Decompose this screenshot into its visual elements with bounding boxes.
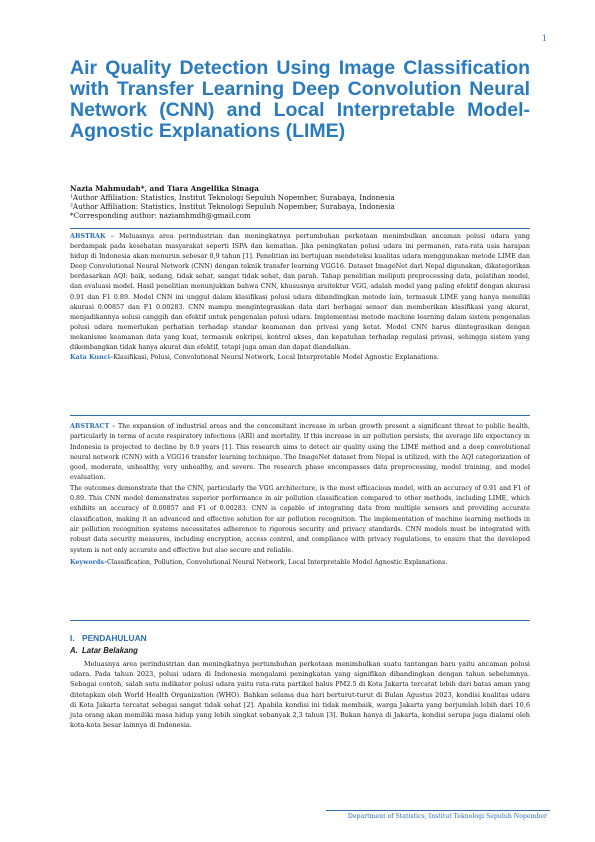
abstract-label: ABSTRACT – — [70, 423, 116, 430]
abstrak-top-rule — [70, 228, 530, 229]
footer-text: Department of Statistics, Institut Teknologi Sepuluh Nopember — [347, 813, 547, 820]
keywords-text: Classification, Pollution, Convolutional Neural Network, Local Interpretable Model Agnostic Explanations. — [107, 558, 448, 566]
intro-paragraph: Meluasnya area perindustrian dan meningkatnya pertumbuhan perkotaan menimbulkan suatu tantangan baru yaitu ancaman polusi udara. Pada tahun 2023, polusi udara di Indonesia mengalami peningkatan yang signifikan dibandingkan dengan tahun sebelumnya. Sebagai contoh, salah satu indikator polusi udara yaitu rata-rata partikel halus PM2.5 di Kota Jakarta tercatat lebih dari batas aman yang ditetapkan oleh World Health Organization (WHO). Bahkan selama dua hari berturut-turut di Bulan Agustus 2023, kondisi kualitas udara di Kota Jakarta tercatat sebagai sangat tidak sehat [2]. Apabila kondisi ini tidak membaik, warga Jakarta yang berjumlah lebih dari 10,6 juta orang akan memiliki masa hidup yang lebih singkat sebanyak 2,3 tahun [3]. Bukan hanya di Jakarta, kondisi serupa juga dialami oleh kota-kota besar lainnya di Indonesia. — [70, 660, 530, 730]
kata-kunci-label: Kata Kunci– — [70, 353, 114, 362]
subsection-heading — [70, 646, 530, 655]
author-names: Nazia Mahmudah*, and Tiara Angellika Sinaga — [70, 184, 259, 193]
keywords-line — [70, 558, 530, 568]
abstract-paragraph — [70, 422, 530, 484]
abstract-section — [70, 422, 530, 568]
abstract-text: The expansion of industrial areas and the concomitant increase in urban growth present a significant threat to public health, particularly in terms of acute respiratory infections (ARI) and mortality. If this increase in air pollution persists, the average life expectancy in Indonesia is projected to decline by 0.9 years [1]. This research aims to detect air quality using the LIME method and a deep convolutional neural network (CNN) with a VGG16 transfer learning technique. The ImageNet dataset from Nepal is utilized, with the AQI categorization of good, moderate, unhealthy, very unhealthy, and severe. The research phase encompasses data preprocessing, model training, and model evaluation. — [70, 423, 530, 482]
section-title: PENDAHULUAN — [82, 633, 147, 643]
corresponding-author: *Corresponding author: naziamhmdh@gmail.com — [70, 211, 251, 220]
author-block — [70, 184, 530, 220]
abstrak-text: Meluasnya area perindustrian dan meningkatnya pertumbuhan perkotaan menimbulkan ancaman polusi udara yang berdampak pada kesehatan masyarakat seperti ISPA dan kematian. Jika peningkatan polusi udara ini permanen, rata-rata usia harapan hidup di Indonesia akan menurun sebesar 0,9 tahun [1]. Penelitian ini bertujuan mendeteksi kualitas udara menggunakan metode LIME dan Deep Convolutional Neural Network (CNN) dengan teknik transfer learning VGG16. Dataset ImageNet dari Nepal digunakan, dikategorikan berdasarkan AQI: baik, sedang, tidak sehat, sangat tidak sehat, dan parah. Tahap penelitian meliputi preprocessing data, pelatihan model, dan evaluasi model. Hasil penelitian menunjukkan bahwa CNN, khususnya arsitektur VGG, adalah model yang paling efektif dengan akurasi 0.91 dan F1 0.89. Model CNN ini unggul dalam klasifikasi polusi udara dibandingkan metode lain, termasuk LIME yang hanya memiliki akurasi 0.00857 dan F1 0.00283. CNN mampu mengintegrasikan data dari berbagai sensor dan memberikan klasifikasi yang akurat, menjadikannya solusi canggih dan efektif untuk pengenalan polusi udara. Implementasi metode machine learning dalam sistem pengenalan polusi udara memerlukan perhatian terhadap standar keamanan dan privasi yang ketat. Model CNN harus diintegrasikan dengan mekanisme keamanan data yang kuat, termasuk enkripsi, kontrol akses, dan kepatuhan terhadap regulasi privasi, sehingga sistem yang dikembangkan tidak hanya akurat dan efektif, tetapi juga aman dan dapat diandalkan. — [70, 232, 530, 352]
page-number: 1 — [541, 34, 547, 43]
keywords-label: Keywords– — [70, 558, 108, 566]
abstract-paragraph-2: The outcomes demonstrate that the CNN, particularly the VGG architecture, is the most efficacious model, with an accuracy of 0.91 and F1 of 0.89. This CNN model demonstrates superior performance in air pollution classification compared to other methods, including LIME, which exhibits an accuracy of 0.00857 and F1 of 0.00283. CNN is capable of integrating data from multiple sensors and providing accurate classification, making it an advanced and effective solution for air pollution recognition. The implementation of machine learning methods in air pollution recognition systems necessitates adherence to rigorous security and privacy standards. CNN models must be integrated with robust data security measures, including encryption, access control, and compliance with privacy regulations, to ensure that the developed system is not only accurate and effective but also secure and reliable. — [70, 484, 530, 554]
abstrak-section — [70, 231, 530, 362]
kata-kunci-text: Klasifikasi, Polusi, Convolutional Neural Network, Local Interpretable Model Agnostic Explanations. — [113, 353, 439, 362]
affiliation-2: ²Author Affiliation: Statistics, Institut Teknologi Sepuluh Nopember, Surabaya, Indonesia — [70, 202, 395, 211]
abstrak-label: ABSTRAK – — [70, 232, 114, 240]
affiliation-1: ¹Author Affiliation: Statistics, Institut Teknologi Sepuluh Nopember, Surabaya, Indonesia — [70, 193, 395, 202]
kata-kunci-line — [70, 352, 530, 362]
footer-rule — [326, 810, 550, 811]
abstrak-paragraph — [70, 231, 530, 352]
abstract-top-rule — [70, 415, 530, 416]
paper-title: Air Quality Detection Using Image Classification with Transfer Learning Deep Convolution Neural Network (CNN) and Local Interpretable Model-Agnostic Explanations (LIME) — [70, 57, 530, 142]
abstract-bottom-rule — [70, 620, 530, 621]
subsection-letter: A. — [70, 646, 78, 655]
section-number: I. — [70, 633, 75, 643]
section-heading — [70, 633, 530, 643]
subsection-title: Latar Belakang — [82, 646, 138, 655]
